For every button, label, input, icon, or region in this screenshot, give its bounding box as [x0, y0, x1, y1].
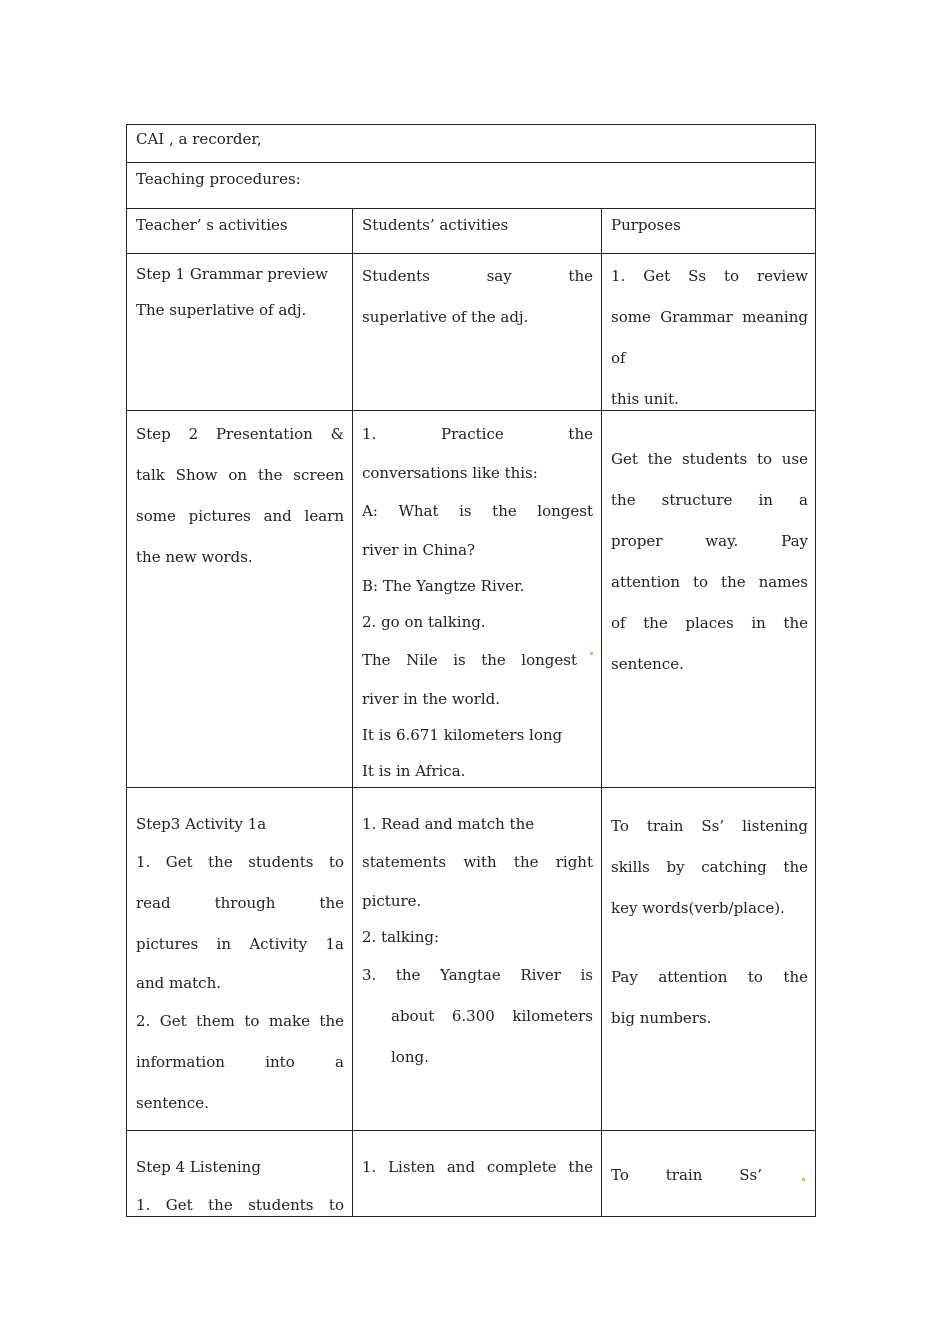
step3-students-line: long. — [391, 1048, 429, 1066]
step3-students-line: statements with the right — [362, 853, 593, 871]
step4-purposes-cell — [602, 1131, 816, 1217]
header-row — [127, 209, 815, 254]
step2-row — [127, 411, 815, 788]
step2-students-line: river in the world. — [362, 690, 501, 708]
step2-students-cell — [353, 411, 602, 787]
step3-purposes-line: Pay attention to the — [611, 968, 808, 986]
step2-students-line: conversations like this: — [362, 464, 538, 482]
step1-purposes-line: this unit. — [611, 390, 679, 408]
step2-teacher-line: the new words. — [136, 548, 253, 566]
header-students-cell — [353, 209, 602, 253]
step3-teacher-line: 2. Get them to make the — [136, 1012, 344, 1030]
lesson-plan-table — [126, 124, 816, 1217]
step2-students-line: The Nile is the longest — [362, 651, 577, 669]
step1-purposes-line: 1. Get Ss to review — [611, 267, 808, 285]
step3-students-line: 2. talking: — [362, 928, 440, 946]
procedures-row — [127, 163, 815, 209]
step4-students-line: 1. Listen and complete the — [362, 1158, 593, 1176]
step2-purposes-line: sentence. — [611, 655, 684, 673]
step1-students-line: superlative of the adj. — [362, 308, 529, 326]
materials-cell — [127, 125, 815, 162]
step2-teacher-line: talk Show on the screen — [136, 466, 344, 484]
step3-teacher-line: read through the — [136, 894, 344, 912]
step2-students-line: It is in Africa. — [362, 762, 466, 780]
step2-students-line: B: The Yangtze River. — [362, 577, 525, 595]
step1-purposes-cell — [602, 254, 816, 410]
step2-teacher-line: Step 2 Presentation & — [136, 425, 344, 443]
step3-purposes-line: key words(verb/place). — [611, 899, 785, 917]
step1-teacher-line: Step 1 Grammar preview — [136, 265, 328, 283]
step3-students-cell — [353, 788, 602, 1130]
step2-students-line: river in China? — [362, 541, 476, 559]
step3-purposes-cell — [602, 788, 816, 1130]
procedures-text: Teaching procedures: — [136, 170, 301, 188]
step2-students-line: 2. go on talking. — [362, 613, 486, 631]
artifact-dot — [590, 652, 593, 655]
step3-purposes-line: To train Ss’ listening — [611, 817, 808, 835]
step3-students-line: about 6.300 kilometers — [391, 1007, 593, 1025]
step2-purposes-line: attention to the names — [611, 573, 808, 591]
header-teacher: Teacher’ s activities — [136, 216, 288, 234]
step2-purposes-line: of the places in the — [611, 614, 808, 632]
step3-purposes-line: big numbers. — [611, 1009, 712, 1027]
header-students: Students’ activities — [362, 216, 509, 234]
step4-row — [127, 1131, 815, 1217]
step2-teacher-line: some pictures and learn — [136, 507, 344, 525]
step2-students-line: 1. Practice the — [362, 425, 593, 443]
materials-row — [127, 125, 815, 163]
materials-text: CAI , a recorder, — [136, 130, 262, 148]
step3-students-line: 1. Read and match the — [362, 815, 535, 833]
header-purposes: Purposes — [611, 216, 681, 234]
step1-teacher-line: The superlative of adj. — [136, 301, 307, 319]
step2-purposes-line: the structure in a — [611, 491, 808, 509]
step2-purposes-line: proper way. Pay — [611, 532, 808, 550]
step3-teacher-line: information into a — [136, 1053, 344, 1071]
step2-students-line: It is 6.671 kilometers long — [362, 726, 563, 744]
step1-purposes-line: some Grammar meaning of — [611, 308, 808, 367]
step4-teacher-line: 1. Get the students to — [136, 1196, 344, 1214]
artifact-dot — [802, 1178, 805, 1181]
step3-teacher-line: Step3 Activity 1a — [136, 815, 267, 833]
step1-students-cell — [353, 254, 602, 410]
step3-purposes-line: skills by catching the — [611, 858, 808, 876]
step2-students-line: A: What is the longest — [362, 502, 593, 520]
step3-row — [127, 788, 815, 1131]
step2-purposes-cell — [602, 411, 816, 787]
step3-teacher-line: pictures in Activity 1a — [136, 935, 344, 953]
step3-students-line: picture. — [362, 892, 422, 910]
step3-teacher-line: and match. — [136, 974, 221, 992]
step1-teacher-cell — [127, 254, 353, 410]
step3-teacher-line: sentence. — [136, 1094, 209, 1112]
step4-teacher-cell — [127, 1131, 353, 1217]
step2-purposes-line: Get the students to use — [611, 450, 808, 468]
step1-row — [127, 254, 815, 411]
step1-students-line: Students say the — [362, 267, 593, 285]
header-teacher-cell — [127, 209, 353, 253]
header-purposes-cell — [602, 209, 815, 253]
procedures-cell — [127, 163, 815, 208]
step2-teacher-cell — [127, 411, 353, 787]
step3-teacher-line: 1. Get the students to — [136, 853, 344, 871]
step4-purposes-line: To train Ss’ — [611, 1166, 762, 1184]
step4-teacher-line: Step 4 Listening — [136, 1158, 261, 1176]
step3-students-line: 3. the Yangtae River is — [362, 966, 593, 984]
step4-students-cell — [353, 1131, 602, 1217]
step3-teacher-cell — [127, 788, 353, 1130]
